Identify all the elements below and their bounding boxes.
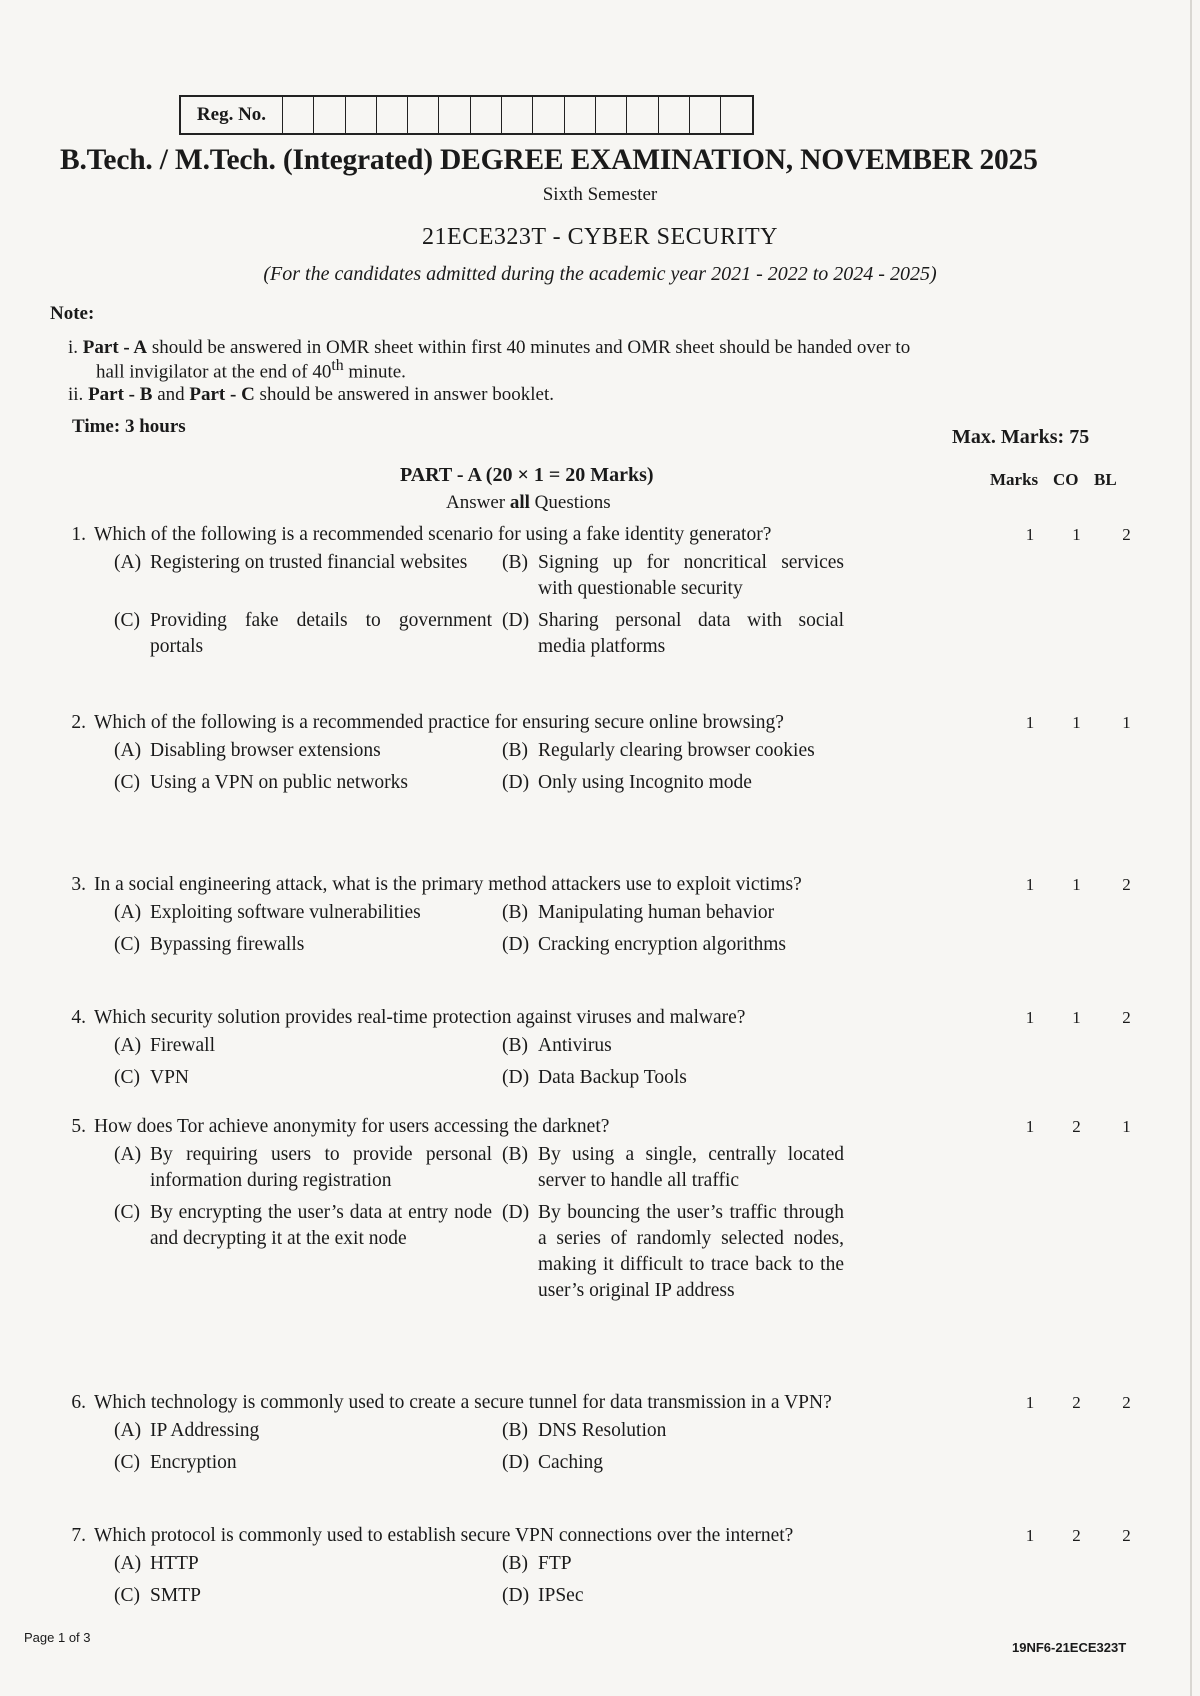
option-text: Using a VPN on public networks (150, 772, 409, 793)
option-label: (B) (502, 1035, 528, 1056)
question-marks: 1 (1025, 713, 1035, 732)
option (114, 932, 502, 958)
option (502, 1551, 854, 1577)
question (52, 1523, 1192, 1609)
question-line (52, 710, 1192, 736)
option-text: FTP (538, 1553, 572, 1574)
question-line (52, 1390, 1192, 1416)
option (502, 1033, 854, 1059)
question-meta (999, 1523, 1149, 1549)
option-label: (C) (114, 610, 140, 631)
option-text: Bypassing firewalls (150, 934, 305, 955)
semester: Sixth Semester (542, 184, 658, 205)
option-text: Sharing personal data with social media platforms (538, 610, 844, 657)
question-text: Which protocol is commonly used to establish secure VPN connections over the internet? (94, 1525, 794, 1546)
question-number: 1. (71, 524, 86, 545)
reg-no-cell (690, 97, 721, 133)
max-marks: Max. Marks: 75 (952, 426, 1090, 448)
option (502, 1142, 854, 1194)
question-bl: 2 (1122, 1393, 1131, 1412)
question-text: In a social engineering attack, what is the primary method attackers use to exploit victims? (94, 874, 802, 895)
reg-no-cell (659, 97, 690, 133)
question-number: 3. (71, 874, 86, 895)
option-text: Regularly clearing browser cookies (538, 740, 815, 761)
question-co: 1 (1072, 713, 1081, 732)
option-text: Antivirus (538, 1035, 612, 1056)
option-label: (C) (114, 1067, 140, 1088)
question (52, 1390, 1192, 1476)
option (114, 608, 502, 660)
option-text: Manipulating human behavior (538, 902, 775, 923)
reg-no-cell (439, 97, 470, 133)
option-label: (C) (114, 1585, 140, 1606)
question-text: Which of the following is a recommended practice for ensuring secure online browsing? (94, 712, 784, 733)
option-text: By using a single, centrally located server to handle all traffic (538, 1144, 844, 1191)
question-bl: 2 (1122, 875, 1131, 894)
question-co: 2 (1072, 1526, 1081, 1545)
option (502, 1200, 854, 1304)
option-label: (A) (114, 1035, 142, 1056)
column-bl: BL (1094, 470, 1117, 489)
option-label: (D) (502, 1585, 530, 1606)
reg-no-cell (314, 97, 345, 133)
question-meta (999, 1390, 1149, 1416)
option-label: (C) (114, 772, 140, 793)
option (114, 1142, 502, 1194)
option-grid (114, 900, 1192, 958)
course-title: 21ECE323T - CYBER SECURITY (422, 224, 778, 250)
option-label: (D) (502, 1067, 530, 1088)
option-label: (A) (114, 1144, 142, 1165)
question-bl: 2 (1122, 525, 1131, 544)
reg-no-cell (627, 97, 658, 133)
option-label: (D) (502, 610, 530, 631)
option (502, 900, 854, 926)
question (52, 1114, 1192, 1304)
option-text: Encryption (150, 1452, 237, 1473)
question-co: 2 (1072, 1117, 1081, 1136)
option-grid (114, 550, 1192, 660)
note-2: ii. Part - B and Part - C should be answered in answer booklet. (68, 384, 554, 405)
option (502, 1583, 854, 1609)
option (114, 1033, 502, 1059)
option-label: (A) (114, 1553, 142, 1574)
option (114, 1200, 502, 1304)
option-grid (114, 1551, 1192, 1609)
option (502, 770, 854, 796)
reg-no-cell (283, 97, 314, 133)
reg-no-cell (721, 97, 752, 133)
column-marks: Marks (990, 470, 1039, 489)
reg-no-cells (283, 97, 752, 133)
option-text: By bouncing the user’s traffic through a series of randomly selected nodes, making it difficult to trace back to the user’s original IP address (538, 1202, 844, 1301)
reg-no-cell (346, 97, 377, 133)
reg-no-cell (533, 97, 564, 133)
question (52, 872, 1192, 958)
option-label: (D) (502, 772, 530, 793)
reg-no-label: Reg. No. (181, 97, 283, 133)
question-co: 1 (1072, 525, 1081, 544)
question-number: 6. (71, 1392, 86, 1413)
question-text: Which security solution provides real-time protection against viruses and malware? (94, 1007, 746, 1028)
question-bl: 1 (1122, 713, 1131, 732)
option-label: (C) (114, 1452, 140, 1473)
question-line (52, 1523, 1192, 1549)
option (502, 1450, 854, 1476)
option-text: By requiring users to provide personal information during registration (150, 1144, 492, 1191)
question-line (52, 522, 1192, 548)
question-meta (999, 1114, 1149, 1140)
option-text: Signing up for noncritical services with questionable security (538, 552, 844, 599)
answer-instruction: Answer all Questions (446, 492, 611, 513)
option-text: Firewall (150, 1035, 215, 1056)
option-text: Caching (538, 1452, 603, 1473)
option-grid (114, 1142, 1192, 1304)
option-text: Registering on trusted financial websites (150, 552, 468, 573)
question-meta (999, 710, 1149, 736)
option (114, 900, 502, 926)
question-bl: 1 (1122, 1117, 1131, 1136)
option-label: (A) (114, 740, 142, 761)
question-marks: 1 (1025, 1393, 1035, 1412)
question-line (52, 1114, 1192, 1140)
option-text: Providing fake details to government portals (150, 610, 492, 657)
option-text: By encrypting the user’s data at entry node and decrypting it at the exit node (150, 1202, 492, 1249)
question-co: 1 (1072, 875, 1081, 894)
question-text: How does Tor achieve anonymity for users accessing the darknet? (94, 1116, 610, 1137)
question-marks: 1 (1025, 1526, 1035, 1545)
admitted-note: (For the candidates admitted during the academic year 2021 - 2022 to 2024 - 2025) (263, 263, 937, 285)
option (502, 550, 854, 602)
option-label: (B) (502, 552, 528, 573)
question-marks: 1 (1025, 525, 1035, 544)
option (502, 1418, 854, 1444)
option-label: (A) (114, 902, 142, 923)
question-number: 5. (71, 1116, 86, 1137)
option-label: (B) (502, 740, 528, 761)
option-label: (B) (502, 1144, 528, 1165)
paper-code: 19NF6-21ECE323T (1012, 1640, 1127, 1655)
question-bl: 2 (1122, 1008, 1131, 1027)
question-marks: 1 (1025, 1117, 1035, 1136)
question-number: 7. (71, 1525, 86, 1546)
reg-no-cell (408, 97, 439, 133)
exam-time: Time: 3 hours (72, 416, 186, 437)
question (52, 1005, 1192, 1091)
option (114, 550, 502, 602)
option (502, 738, 854, 764)
option-label: (C) (114, 1202, 140, 1223)
option-label: (A) (114, 552, 142, 573)
column-co: CO (1053, 470, 1079, 489)
question-number: 2. (71, 712, 86, 733)
note-1-continued: hall invigilator at the end of 40th minute. (96, 357, 406, 383)
question-line (52, 1005, 1192, 1031)
reg-no-cell (377, 97, 408, 133)
exam-title: B.Tech. / M.Tech. (Integrated) DEGREE EXAMINATION, NOVEMBER 2025 (60, 144, 1038, 176)
question-marks: 1 (1025, 1008, 1035, 1027)
option-label: (D) (502, 1202, 530, 1223)
option (114, 1551, 502, 1577)
question-meta (999, 872, 1149, 898)
option-text: HTTP (150, 1553, 199, 1574)
question-text: Which of the following is a recommended scenario for using a fake identity generator? (94, 524, 772, 545)
reg-no-cell (502, 97, 533, 133)
question (52, 710, 1192, 796)
part-a-title: PART - A (20 × 1 = 20 Marks) (400, 464, 654, 486)
option-text: Only using Incognito mode (538, 772, 752, 793)
option-text: Data Backup Tools (538, 1067, 687, 1088)
option-label: (D) (502, 1452, 530, 1473)
question-line (52, 872, 1192, 898)
question-meta (999, 522, 1149, 548)
option-text: SMTP (150, 1585, 201, 1606)
reg-no-cell (565, 97, 596, 133)
reg-no-cell (471, 97, 502, 133)
option-grid (114, 738, 1192, 796)
option-grid (114, 1418, 1192, 1476)
option-label: (A) (114, 1420, 142, 1441)
option-label: (B) (502, 902, 528, 923)
question-text: Which technology is commonly used to create a secure tunnel for data transmission in a VPN? (94, 1392, 832, 1413)
option (114, 738, 502, 764)
option-label: (D) (502, 934, 530, 955)
option (502, 608, 854, 660)
option-text: IPSec (538, 1585, 584, 1606)
option-label: (C) (114, 934, 140, 955)
option-text: IP Addressing (150, 1420, 260, 1441)
page-number: Page 1 of 3 (24, 1630, 91, 1645)
option (114, 770, 502, 796)
question-co: 1 (1072, 1008, 1081, 1027)
option-text: DNS Resolution (538, 1420, 667, 1441)
option (502, 932, 854, 958)
question-co: 2 (1072, 1393, 1081, 1412)
option-text: VPN (150, 1067, 190, 1088)
option-text: Disabling browser extensions (150, 740, 381, 761)
option (114, 1418, 502, 1444)
option-grid (114, 1033, 1192, 1091)
question-number: 4. (71, 1007, 86, 1028)
reg-no-box (179, 95, 754, 135)
note-label: Note: (50, 303, 95, 324)
option-label: (B) (502, 1420, 528, 1441)
reg-no-cell (596, 97, 627, 133)
question (52, 522, 1192, 660)
option (114, 1065, 502, 1091)
option-text: Cracking encryption algorithms (538, 934, 787, 955)
option (502, 1065, 854, 1091)
question-meta (999, 1005, 1149, 1031)
option (114, 1450, 502, 1476)
question-bl: 2 (1122, 1526, 1131, 1545)
option-text: Exploiting software vulnerabilities (150, 902, 421, 923)
option (114, 1583, 502, 1609)
question-marks: 1 (1025, 875, 1035, 894)
option-label: (B) (502, 1553, 528, 1574)
note-1: i. Part - A should be answered in OMR sheet within first 40 minutes and OMR sheet should be handed over to (68, 337, 911, 358)
